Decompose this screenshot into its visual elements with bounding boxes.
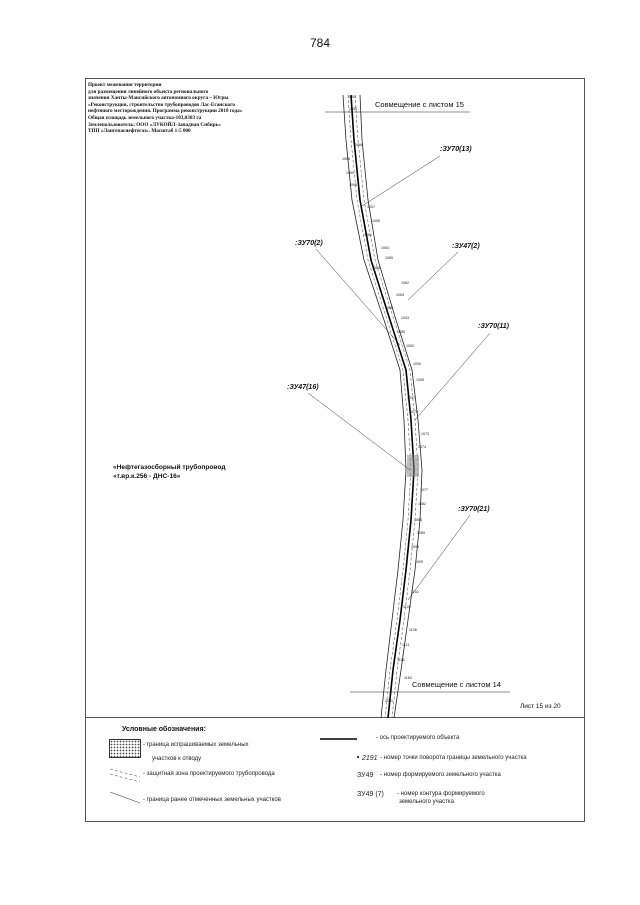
point-number: 1085 (397, 330, 405, 334)
point-number: 1065 (372, 266, 380, 270)
map-header (88, 82, 318, 135)
legend-frame (85, 718, 585, 822)
point-number: 1086 (342, 157, 350, 161)
match-label-bottom: Совмещение с листом 14 (412, 680, 501, 689)
legend-text: - номер контура формируемого (397, 791, 485, 797)
point-number: 1111 (402, 643, 410, 647)
protective-zone-left (348, 95, 411, 718)
leader-zu70-11 (415, 333, 490, 420)
parcel-label: :ЗУ47(16) (287, 384, 319, 391)
legend-text: - номер формируемого земельного участка (380, 772, 501, 778)
hatched-node (407, 455, 419, 477)
point-number: 1066 (355, 143, 363, 147)
legend-text: - ось проектируемого объекта (376, 735, 460, 741)
header-line: нефтяного месторождения. Программа реконструкции 2018 года» (88, 108, 243, 115)
point-number: 1065 (385, 256, 393, 260)
parcel-label: :ЗУ70(2) (295, 240, 323, 247)
leader-zu47-16 (308, 393, 410, 470)
point-number: 1095 (349, 183, 357, 187)
point-number: 1057 (407, 396, 415, 400)
point-number: 1105 (403, 605, 411, 609)
header-line: ТПП «Лангепаснефтегаз». Масштаб 1:5 000 (88, 128, 191, 135)
leader-zu70-13 (362, 156, 440, 206)
legend-text: - граница ранее отмеченных земельных участков (143, 797, 281, 803)
sheet-number: Лист 15 из 20 (520, 703, 561, 710)
point-number: 1086 (385, 306, 393, 310)
point-number: 1062 (401, 281, 409, 285)
pipeline-axis (351, 95, 414, 718)
point-number: 1055 (349, 107, 357, 111)
legend-symbol: 2191 (362, 755, 378, 762)
parcel-label: :ЗУ47(2) (452, 243, 480, 250)
parcel-label: :ЗУ70(21) (458, 506, 490, 513)
parcel-label: :ЗУ70(13) (440, 146, 472, 153)
point-number: 1043 (401, 316, 409, 320)
header-line: значения Ханты-Мансийского автономного округа – Югры (88, 95, 229, 102)
legend-text: - номер точки поворота границы земельного участка (380, 755, 527, 761)
point-number: 1063 (381, 246, 389, 250)
legend-symbol: ЗУ49 (357, 772, 374, 779)
legend-symbol: ЗУ49 (7) (357, 791, 384, 798)
pipeline-label (113, 463, 226, 481)
point-number: 1077 (420, 488, 428, 492)
point-number: 1073 (421, 432, 429, 436)
legend-boundary-swatch (109, 739, 141, 758)
point-number: 1057 (367, 205, 375, 209)
legend-title: Условные обозначения: (122, 726, 206, 733)
point-number: 1082 (418, 502, 426, 506)
point-number: 1054 (348, 95, 356, 99)
leader-zu70-2 (316, 249, 400, 345)
point-number: 1094 (411, 545, 419, 549)
protective-zone-right (355, 95, 418, 718)
point-number: 1163 (404, 676, 412, 680)
leader-zu47-2 (408, 252, 458, 300)
point-number: 1090 (413, 362, 421, 366)
header-line: Общая площадь земельного участка-103,0303 га (88, 114, 202, 121)
point-number: 1118 (397, 658, 405, 662)
point-number: 1089 (417, 531, 425, 535)
point-number: 1108 (409, 628, 417, 632)
point-number: 1055 (416, 378, 424, 382)
point-number: 1052 (406, 344, 414, 348)
legend-text: участков к отводу (152, 756, 202, 762)
legend-text: - граница испрашиваемых земельных (143, 742, 249, 748)
point-number: 1085 (414, 518, 422, 522)
match-label-top: Совмещение с листом 15 (375, 100, 464, 109)
header-line: для размещения линейного объекта регионального (88, 88, 209, 95)
pipeline-label-line: «т.вр.к.256 - ДНС-16» (113, 473, 181, 480)
header-line: Землепользователь: ООО «ЛУКОЙЛ-Западная Сибирь» (88, 121, 221, 128)
point-number: 1064 (396, 293, 404, 297)
header-line: «Реконструкция, строительство трубопроводов Лас-Еганского (88, 101, 235, 108)
legend-text: земельного участка (399, 799, 454, 805)
parcel-label: :ЗУ70(11) (478, 323, 510, 330)
point-number: 1061 (364, 233, 372, 237)
legend-text: - защитная зона проектируемого трубопровода (143, 771, 275, 777)
point-number: 1001 (385, 699, 393, 703)
pipeline-label-line: «Нефтегазосборный трубопровод (113, 464, 226, 471)
leader-zu70-21 (408, 515, 470, 600)
point-number: 1099 (415, 560, 423, 564)
point-number: 1090 (346, 171, 354, 175)
page-number: 784 (309, 36, 331, 50)
point-number: 1059 (372, 219, 380, 223)
point-number: 1102 (411, 590, 419, 594)
header-line: Проект межевания территории (88, 82, 162, 88)
point-number: 1074 (418, 445, 426, 449)
corridor-right-boundary (360, 95, 422, 718)
point-number: 1070 (410, 410, 418, 414)
